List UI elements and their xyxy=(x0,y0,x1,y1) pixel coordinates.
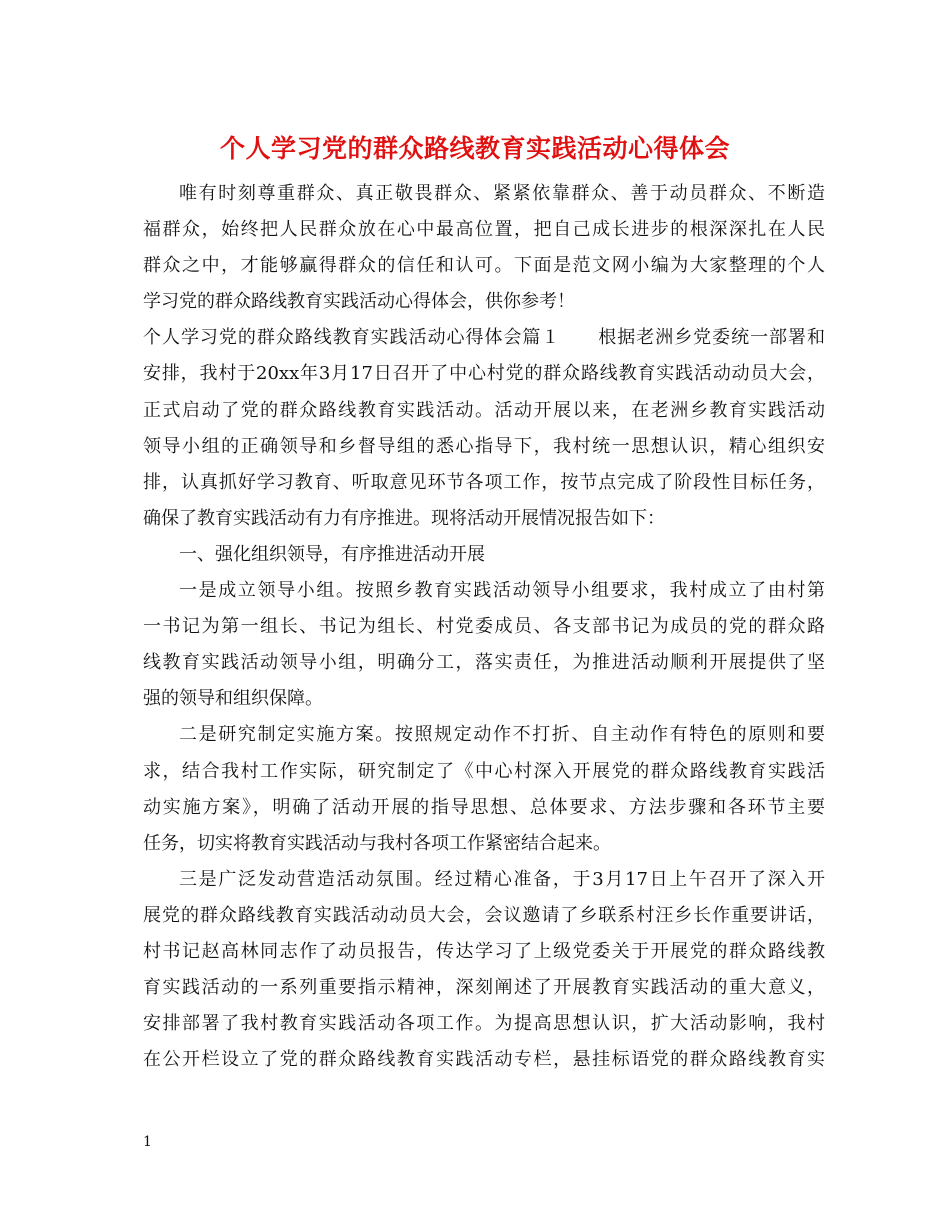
text-line: 一、强化组织领导，有序推进活动开展 xyxy=(179,543,485,565)
text-line: 安排，我村于20xx年3月17日召开了中心村党的群众路线教育实践活动动员大会， xyxy=(143,363,825,385)
text-line: 学习党的群众路线教育实践活动心得体会，供你参考！ xyxy=(143,291,575,313)
text-line: 唯有时刻尊重群众、真正敬畏群众、紧紧依靠群众、善于动员群众、不断造 xyxy=(179,183,825,204)
text-line: 群众之中，才能够赢得群众的信任和认可。下面是范文网小编为大家整理的个人 xyxy=(143,255,825,277)
text-line: 线教育实践活动领导小组，明确分工，落实责任，为推进活动顺利开展提供了坚 xyxy=(143,652,825,674)
text-line: 排，认真抓好学习教育、听取意见环节各项工作，按节点完成了阶段性目标任务， xyxy=(143,471,825,493)
text-line: 正式启动了党的群众路线教育实践活动。活动开展以来，在老洲乡教育实践活动 xyxy=(143,399,825,421)
text-line: 在公开栏设立了党的群众路线教育实践活动专栏，悬挂标语党的群众路线教育实 xyxy=(143,1049,825,1071)
text-line: 个人学习党的群众路线教育实践活动心得体会篇１ 根据老洲乡党委统一部署和 xyxy=(143,327,825,349)
text-line: 二是研究制定实施方案。按照规定动作不打折、自主动作有特色的原则和要 xyxy=(179,724,825,746)
text-line: 安排部署了我村教育实践活动各项工作。为提高思想认识，扩大活动影响，我村 xyxy=(143,1013,825,1035)
text-line: 领导小组的正确领导和乡督导组的悉心指导下，我村统一思想认识，精心组织安 xyxy=(143,435,825,457)
text-line: 展党的群众路线教育实践活动动员大会，会议邀请了乡联系村汪乡长作重要讲话， xyxy=(143,904,825,926)
text-line: 动实施方案》，明确了活动开展的指导思想、总体要求、方法步骤和各环节主要 xyxy=(143,796,825,818)
text-line: 确保了教育实践活动有力有序推进。现将活动开展情况报告如下： xyxy=(143,507,665,529)
document-body xyxy=(143,176,825,1078)
text-line: 一书记为第一组长、书记为组长、村党委成员、各支部书记为成员的党的群众路 xyxy=(143,616,825,638)
page-number: 1 xyxy=(143,1134,152,1150)
text-line: 育实践活动的一系列重要指示精神，深刻阐述了开展教育实践活动的重大意义， xyxy=(143,977,825,999)
text-line: 村书记赵高林同志作了动员报告，传达学习了上级党委关于开展党的群众路线教 xyxy=(143,940,825,962)
text-line: 任务，切实将教育实践活动与我村各项工作紧密结合起来。 xyxy=(143,832,611,854)
document-title: 个人学习党的群众路线教育实践活动心得体会 xyxy=(219,134,730,163)
text-line: 三是广泛发动营造活动氛围。经过精心准备，于3月17日上午召开了深入开 xyxy=(179,868,825,890)
text-line: 一是成立领导小组。按照乡教育实践活动领导小组要求，我村成立了由村第 xyxy=(179,580,825,602)
text-line: 福群众，始终把人民群众放在心中最高位置，把自己成长进步的根深深扎在人民 xyxy=(143,219,825,241)
text-line: 求，结合我村工作实际，研究制定了《中心村深入开展党的群众路线教育实践活 xyxy=(143,760,825,782)
text-line: 强的领导和组织保障。 xyxy=(143,688,323,710)
